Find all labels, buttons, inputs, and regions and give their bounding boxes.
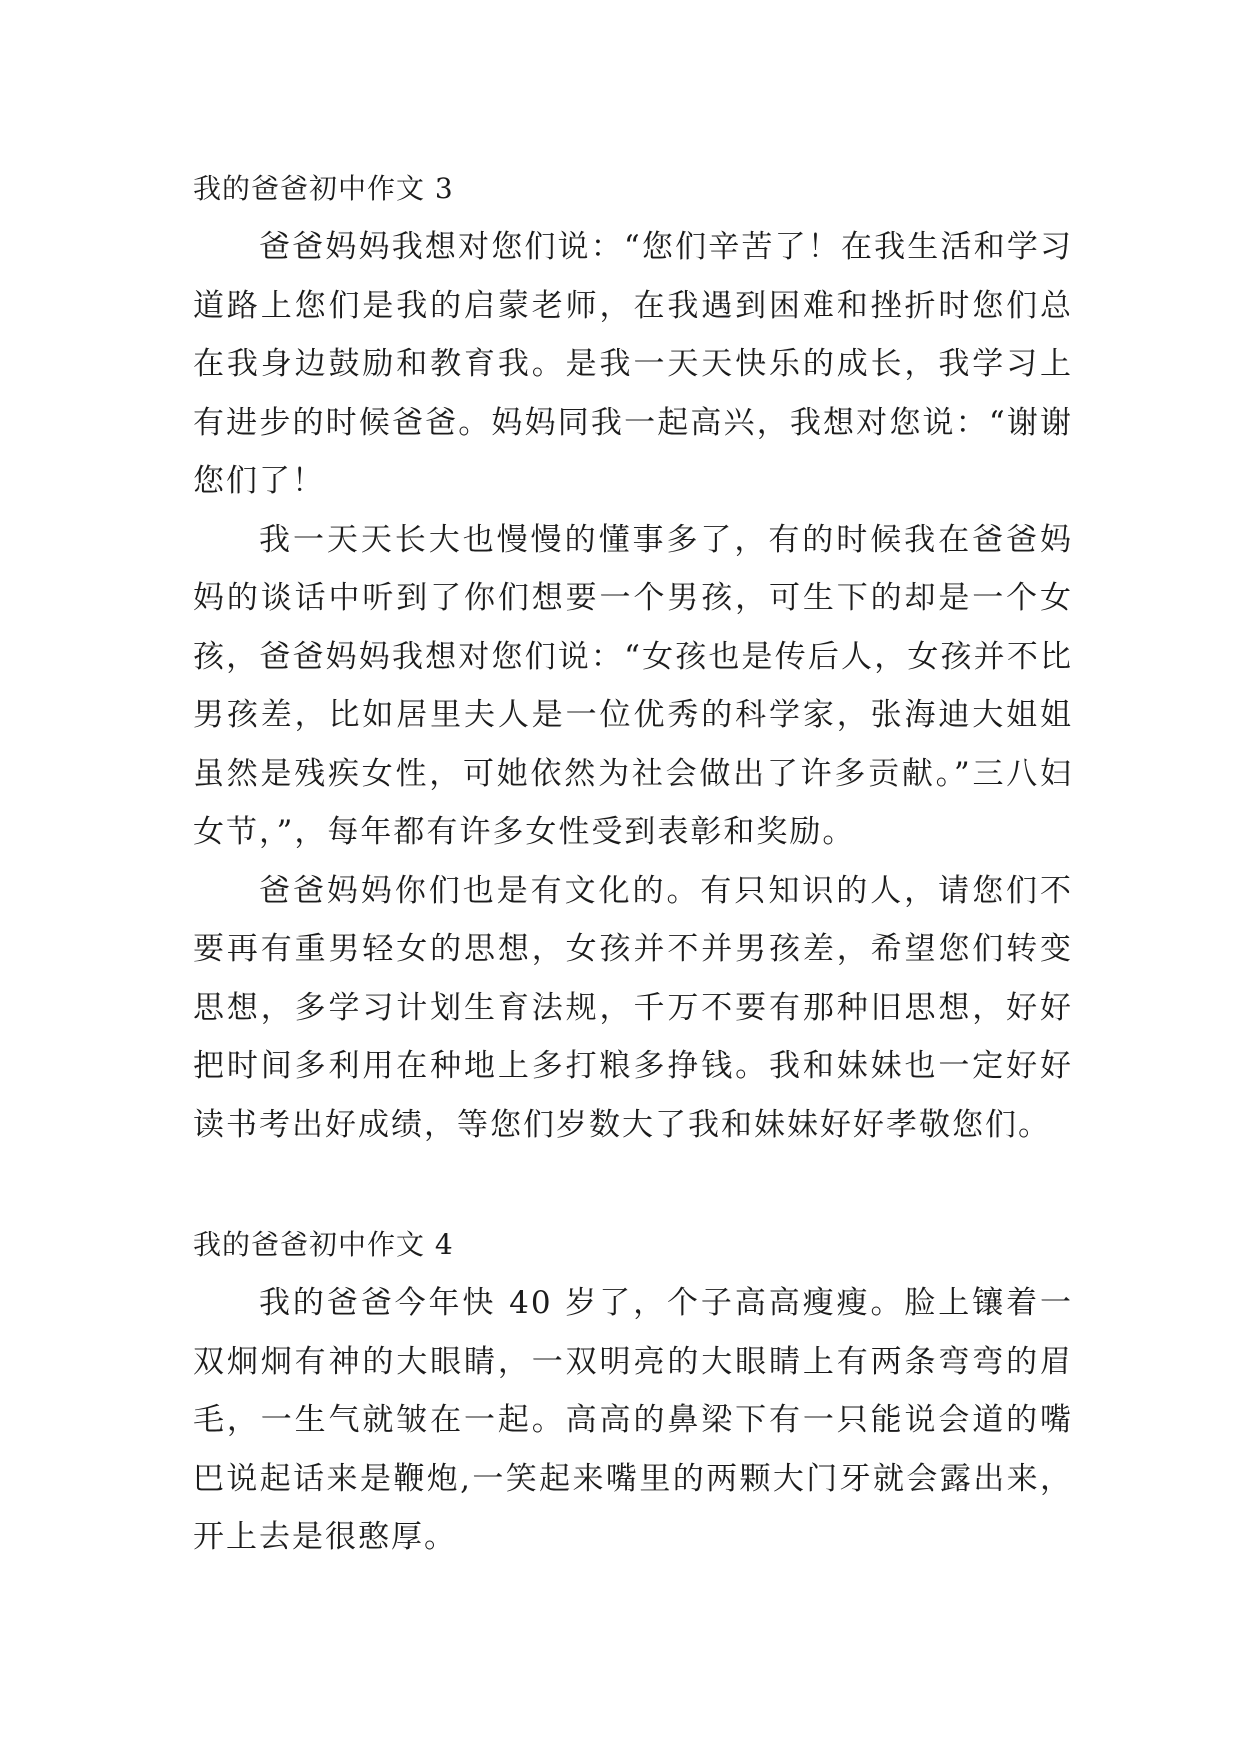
essay-section-3	[193, 160, 1073, 1154]
essay-paragraph: 爸爸妈妈你们也是有文化的。有只知识的人，请您们不要再有重男轻女的思想，女孩并不并男孩差，希望您们转变思想，多学习计划生育法规，千万不要有那种旧思想，好好把时间多利用在种地上多打粮多挣钱。我和妹妹也一定好好读书考出好成绩，等您们岁数大了我和妹妹好好孝敬您们。	[193, 872, 1073, 1143]
essay-paragraph: 我一天天长大也慢慢的懂事多了，有的时候我在爸爸妈妈的谈话中听到了你们想要一个男孩，可生下的却是一个女孩，爸爸妈妈我想对您们说：“女孩也是传后人，女孩并不比男孩差，比如居里夫人是一位优秀的科学家，张海迪大姐姐虽然是残疾女性，可她依然为社会做出了许多贡献。”三八妇女节，”，每年都有许多女性受到表彰和奖励。	[193, 521, 1073, 850]
essay-section-4	[193, 1216, 1073, 1567]
essay-title: 我的爸爸初中作文 3	[193, 172, 454, 205]
essay-title: 我的爸爸初中作文 4	[193, 1228, 454, 1261]
essay-paragraph: 我的爸爸今年快 40 岁了，个子高高瘦瘦。脸上镶着一双炯炯有神的大眼睛，一双明亮的大眼睛上有两条弯弯的眉毛，一生气就皱在一起。高高的鼻梁下有一只能说会道的嘴巴说起话来是鞭炮,一笑起来嘴里的两颗大门牙就会露出来，开上去是很憨厚。	[193, 1285, 1073, 1555]
document-body	[193, 160, 1073, 1567]
essay-paragraph: 爸爸妈妈我想对您们说：“您们辛苦了！在我生活和学习道路上您们是我的启蒙老师，在我遇到困难和挫折时您们总在我身边鼓励和教育我。是我一天天快乐的成长，我学习上有进步的时候爸爸。妈妈同我一起高兴，我想对您说：“谢谢您们了！	[193, 229, 1073, 499]
